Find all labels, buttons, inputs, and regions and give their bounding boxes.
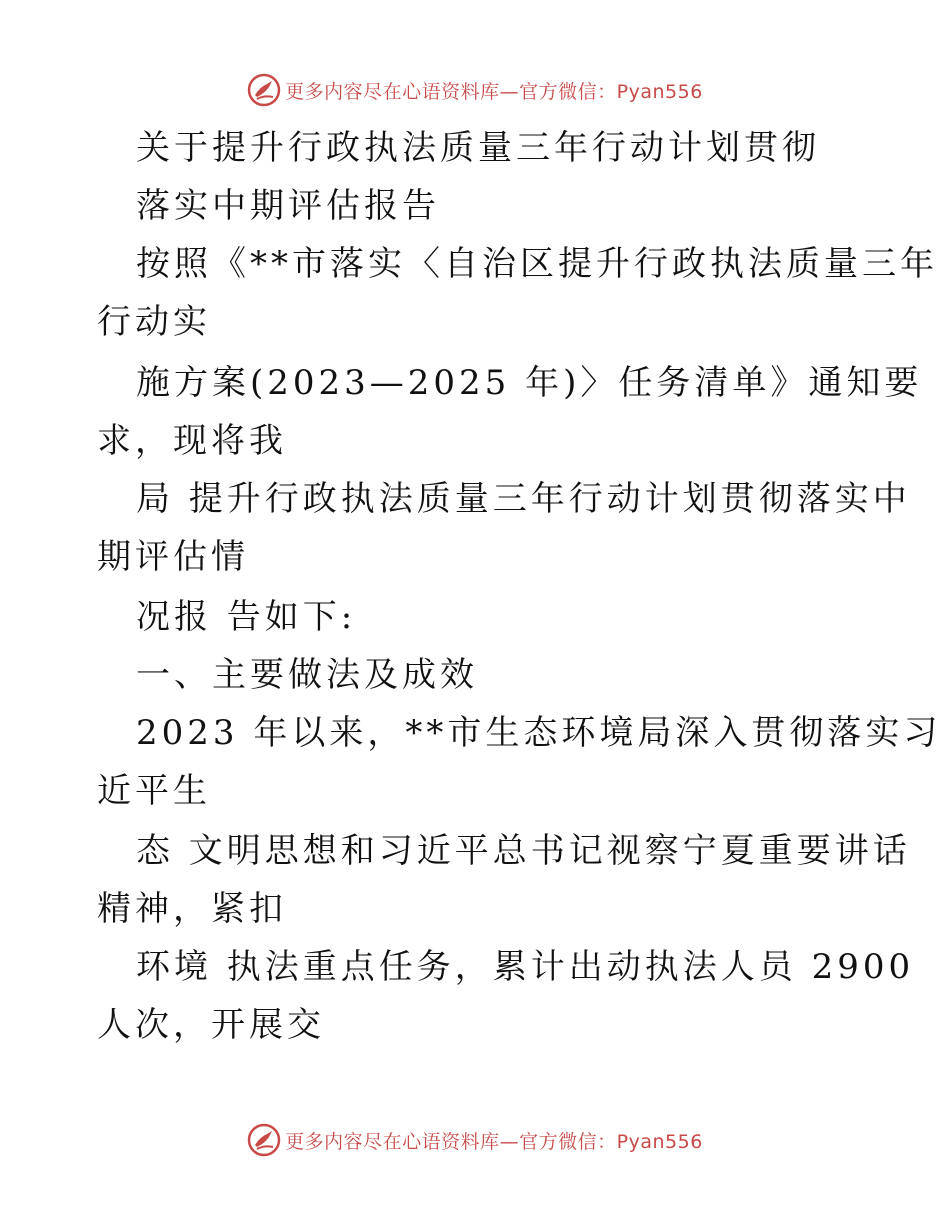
doc-line: 局 提升行政执法质量三年行动计划贯彻落实中 (136, 479, 911, 519)
doc-line: 期评估情 (97, 537, 249, 577)
watermark-account: Pyan556 (616, 1130, 703, 1153)
doc-line: 施方案(2023—2025 年)〉任务清单》通知要 (136, 363, 923, 403)
doc-line: 求，现将我 (97, 421, 287, 461)
watermark-banner-top (0, 70, 950, 110)
book-pen-logo-icon (247, 73, 281, 107)
doc-line: 2023 年以来，**市生态环境局深入贯彻落实习 (136, 713, 942, 753)
doc-line: 况报 告如下: (136, 597, 357, 637)
book-pen-logo-icon (247, 1123, 281, 1157)
doc-title-line-1: 关于提升行政执法质量三年行动计划贯彻 (136, 128, 820, 168)
watermark-banner-bottom (0, 1120, 950, 1160)
watermark-text: 更多内容尽在心语资料库—官方微信： (285, 1130, 617, 1153)
doc-line: 态 文明思想和习近平总书记视察宁夏重要讲话 (136, 831, 911, 871)
watermark-account: Pyan556 (616, 80, 703, 103)
doc-line: 精神，紧扣 (97, 889, 287, 929)
doc-line: 环境 执法重点任务，累计出动执法人员 2900 (136, 947, 915, 987)
doc-line: 近平生 (97, 771, 211, 811)
doc-line: 按照《**市落实〈自治区提升行政执法质量三年 (136, 244, 938, 284)
watermark-text: 更多内容尽在心语资料库—官方微信： (285, 80, 617, 103)
doc-line: 行动实 (97, 302, 211, 342)
doc-title-line-2: 落实中期评估报告 (136, 186, 440, 226)
section-heading: 一、主要做法及成效 (136, 655, 478, 695)
doc-line: 人次，开展交 (97, 1005, 325, 1045)
